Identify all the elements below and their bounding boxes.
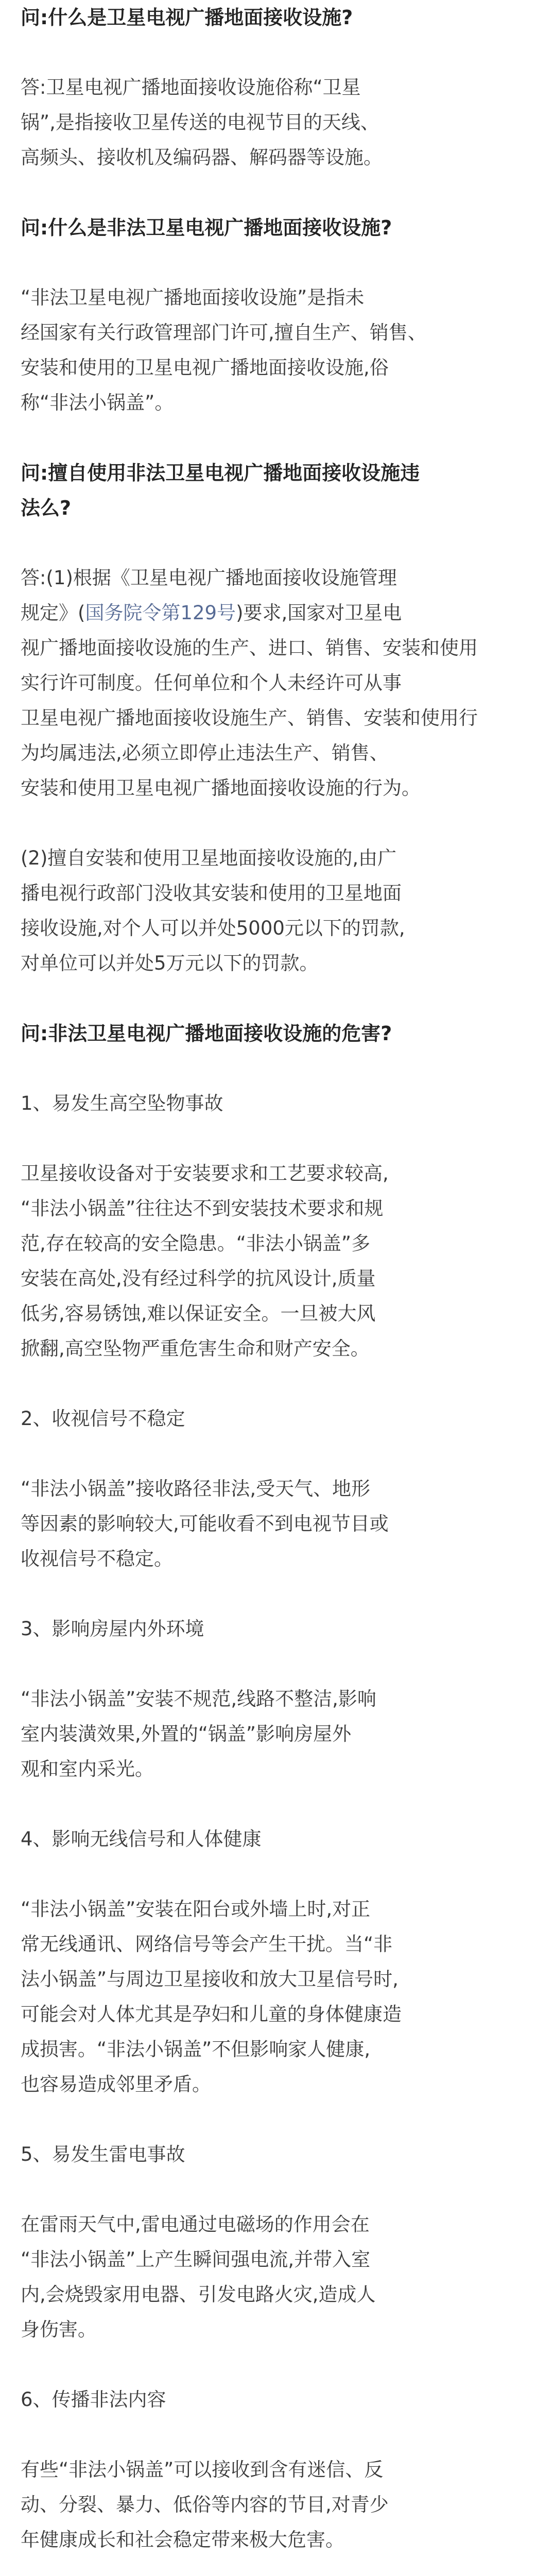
paragraph-line: 安装和使用的卫星电视广播地面接收设施,俗 xyxy=(21,357,389,379)
paragraph-line: “非法小锅盖”接收路径非法,受天气、地形 xyxy=(21,1478,371,1500)
regulation-link[interactable]: 国务院令第129号 xyxy=(85,602,236,624)
spacer xyxy=(21,1051,533,1086)
paragraph-line: 成损害。“非法小锅盖”不但影响家人健康, xyxy=(21,2038,371,2060)
paragraph xyxy=(21,1401,533,1436)
paragraph-line: 答:(1)根据《卫星电视广播地面接收设施管理 xyxy=(21,567,397,589)
paragraph-line: 卫星接收设备对于安装要求和工艺要求较高, xyxy=(21,1162,389,1184)
paragraph-line: 经国家有关行政管理部门许可,擅自生产、销售、 xyxy=(21,321,427,344)
spacer xyxy=(21,1577,533,1612)
paragraph-line: 在雷雨天气中,雷电通过电磁场的作用会在 xyxy=(21,2213,370,2235)
paragraph xyxy=(21,1612,533,1647)
paragraph xyxy=(21,1471,533,1577)
paragraph-line: 观和室内采光。 xyxy=(21,1758,154,1780)
paragraph-line: 年健康成长和社会稳定带来极大危害。 xyxy=(21,2529,344,2551)
spacer xyxy=(21,245,533,280)
paragraph-line: 播电视行政部门没收其安装和使用的卫星地面 xyxy=(21,882,402,904)
paragraph-line: 答:卫星电视广播地面接收设施俗称“卫星 xyxy=(21,76,361,98)
paragraph-line: 法小锅盖”与周边卫星接收和放大卫星信号时, xyxy=(21,1968,399,1990)
spacer xyxy=(21,1366,533,1401)
paragraph-line: 接收设施,对个人可以并处5000元以下的罚款, xyxy=(21,917,405,939)
question-heading: 问:非法卫星电视广播地面接收设施的危害? xyxy=(21,1022,392,1045)
paragraph-line: 安装和使用卫星电视广播地面接收设施的行为。 xyxy=(21,777,421,799)
spacer xyxy=(21,2417,533,2452)
paragraph-line: 安装在高处,没有经过科学的抗风设计,质量 xyxy=(21,1267,376,1290)
paragraph-line: “非法小锅盖”往往达不到安装技术要求和规 xyxy=(21,1197,384,1219)
paragraph xyxy=(21,561,533,806)
paragraph-line: 实行许可制度。任何单位和个人未经许可从事 xyxy=(21,672,402,694)
paragraph-line: 低劣,容易锈蚀,难以保证安全。一旦被大风 xyxy=(21,1302,376,1325)
paragraph-line: 5、易发生雷电事故 xyxy=(21,2143,185,2165)
spacer xyxy=(21,2102,533,2137)
paragraph xyxy=(21,2382,533,2417)
paragraph-line: 3、影响房屋内外环境 xyxy=(21,1618,204,1640)
spacer xyxy=(21,1121,533,1156)
spacer xyxy=(21,1857,533,1892)
paragraph-line: 1、易发生高空坠物事故 xyxy=(21,1092,223,1114)
paragraph-line: “非法小锅盖”安装在阳台或外墙上时,对正 xyxy=(21,1898,371,1920)
spacer xyxy=(21,420,533,455)
paragraph xyxy=(21,280,533,420)
spacer xyxy=(21,2172,533,2207)
paragraph-line: “非法小锅盖”上产生瞬间强电流,并带入室 xyxy=(21,2248,371,2270)
paragraph-line: 等因素的影响较大,可能收看不到电视节目或 xyxy=(21,1513,389,1535)
paragraph-line: “非法小锅盖”安装不规范,线路不整洁,影响 xyxy=(21,1688,376,1710)
paragraph xyxy=(21,2137,533,2172)
paragraph xyxy=(21,70,533,175)
paragraph-line: 也容易造成邻里矛盾。 xyxy=(21,2073,211,2095)
paragraph-line: 常无线通讯、网络信号等会产生干扰。当“非 xyxy=(21,1933,393,1955)
spacer xyxy=(21,175,533,210)
spacer xyxy=(21,1436,533,1471)
paragraph xyxy=(21,1156,533,1366)
paragraph-line: 掀翻,高空坠物严重危害生命和财产安全。 xyxy=(21,1337,370,1360)
paragraph xyxy=(21,1086,533,1121)
paragraph-line: 内,会烧毁家用电器、引发电路火灾,造成人 xyxy=(21,2283,376,2306)
paragraph xyxy=(21,2207,533,2347)
paragraph xyxy=(21,1682,533,1787)
paragraph-line: 4、影响无线信号和人体健康 xyxy=(21,1828,262,1850)
question-heading: 问:什么是非法卫星电视广播地面接收设施? xyxy=(21,216,392,239)
paragraph-line: 卫星电视广播地面接收设施生产、销售、安装和使用行 xyxy=(21,707,478,729)
question-heading: 法么? xyxy=(21,497,72,519)
paragraph-line: 高频头、接收机及编码器、解码器等设施。 xyxy=(21,146,383,168)
paragraph-line: 收视信号不稳定。 xyxy=(21,1548,173,1570)
paragraph-line: 为均属违法,必须立即停止违法生产、销售、 xyxy=(21,742,389,764)
spacer xyxy=(21,2557,533,2576)
spacer xyxy=(21,35,533,70)
question-heading: 问:什么是卫星电视广播地面接收设施? xyxy=(21,6,353,29)
paragraph-line: 2、收视信号不稳定 xyxy=(21,1408,185,1430)
paragraph-line: 规定》(国务院令第129号)要求,国家对卫星电 xyxy=(21,602,402,624)
paragraph xyxy=(21,1822,533,1857)
spacer xyxy=(21,1647,533,1682)
spacer xyxy=(21,2347,533,2382)
spacer xyxy=(21,981,533,1016)
paragraph-line: 视广播地面接收设施的生产、进口、销售、安装和使用 xyxy=(21,637,478,659)
paragraph xyxy=(21,841,533,981)
paragraph-line: 可能会对人体尤其是孕妇和儿童的身体健康造 xyxy=(21,2003,402,2025)
paragraph xyxy=(21,2452,533,2557)
paragraph-line: 室内装潢效果,外置的“锅盖”影响房屋外 xyxy=(21,1723,352,1745)
spacer xyxy=(21,1787,533,1822)
paragraph-line: 范,存在较高的安全隐患。“非法小锅盖”多 xyxy=(21,1232,371,1255)
paragraph-line: (2)擅自安装和使用卫星地面接收设施的,由广 xyxy=(21,847,397,869)
paragraph-line: 对单位可以并处5万元以下的罚款。 xyxy=(21,952,319,974)
paragraph xyxy=(21,1892,533,2102)
question-heading: 问:擅自使用非法卫星电视广播地面接收设施违 xyxy=(21,462,420,484)
paragraph-line: 锅”,是指接收卫星传送的电视节目的天线、 xyxy=(21,111,379,133)
spacer xyxy=(21,806,533,841)
paragraph-line: “非法卫星电视广播地面接收设施”是指未 xyxy=(21,286,365,309)
paragraph-line: 6、传播非法内容 xyxy=(21,2388,166,2411)
paragraph-line: 有些“非法小锅盖”可以接收到含有迷信、反 xyxy=(21,2459,384,2481)
paragraph-line: 动、分裂、暴力、低俗等内容的节目,对青少 xyxy=(21,2494,389,2516)
spacer xyxy=(21,526,533,561)
paragraph-line: 身伤害。 xyxy=(21,2318,97,2341)
paragraph-line: 称“非法小锅盖”。 xyxy=(21,392,174,414)
